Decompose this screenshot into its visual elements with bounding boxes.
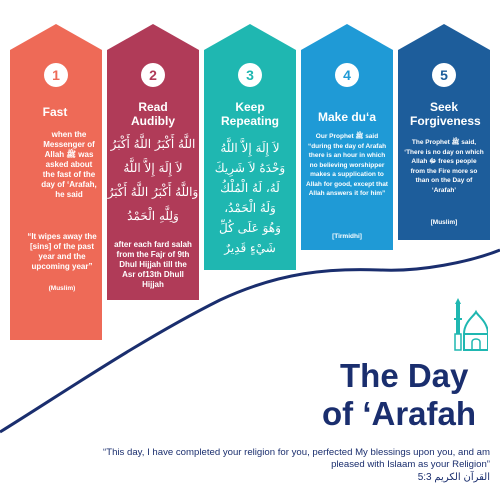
verse-reference: 5:3 القرآن الكريم [417, 472, 490, 483]
step-2-arabic-line-2: لاَ إِلَهَ إِلاَّ اللَّهُ [123, 161, 183, 175]
step-1-column [10, 0, 100, 340]
step-3-arabic-line-2: وَحْدَهُ لاَ شَرِيكَ [214, 161, 286, 175]
step-3-arabic-line-4: وَلَهُ الْحَمْدُ، [224, 201, 276, 215]
step-5-column [398, 0, 488, 240]
step-1-title: Fast [42, 105, 68, 119]
step-1-body: when the Messenger of Allah ﷺ was asked about the fast of the day of ‘Arafah, he said [41, 130, 97, 199]
step-2-title: Read Audibly [131, 100, 175, 128]
mosque-icon [452, 298, 488, 358]
step-4-number: 4 [343, 67, 351, 83]
step-3-title: Keep Repeating [220, 100, 279, 128]
step-2-number: 2 [149, 67, 157, 83]
step-4-body: Our Prophet ﷺ said “during the day of Arafah there is an hour in which no believing worshipper makes a supplication to Allah for good, except that Allah answers it for him” [306, 133, 388, 197]
step-5-number: 5 [440, 67, 448, 83]
step-5-source: [Muslim] [430, 219, 458, 226]
step-3-arabic-line-3: لَهُ، لَهُ الْمُلْكُ [220, 181, 280, 195]
step-4-title: Make du‘a [317, 110, 377, 124]
step-4-column [301, 0, 391, 250]
step-3-column [204, 0, 294, 270]
step-1-number: 1 [52, 67, 60, 83]
step-1-number-badge [44, 63, 68, 87]
step-3-number-badge [238, 63, 262, 87]
title-line-1: The Day [340, 357, 469, 394]
step-1-quote: “It wipes away the [sins] of the past year and the upcoming year” [27, 232, 97, 271]
title-line-2: of ‘Arafah [322, 395, 477, 432]
step-3-arabic-line-5: وَهُوَ عَلَى كُلِّ [219, 221, 281, 235]
step-4-number-badge [335, 63, 359, 87]
step-1-source: (Muslim) [48, 285, 76, 292]
step-3-number: 3 [246, 67, 254, 83]
step-4-arrow-shape [301, 0, 393, 250]
step-2-arabic-line-3: وَاللَّهُ أَكْبَرُ اللَّهُ أَكْبَرُ [107, 185, 199, 199]
step-5-body: The Prophet ﷺ said, ‘There is no day on which Allah ﷻ frees people from the Fire more so than on the Day of ‘Arafah’ [404, 139, 484, 194]
step-2-body: after each fard salah from the Fajr of 9th Dhul Hijjah till the Asr of13th Dhull Hijjah [114, 240, 192, 289]
step-2-arabic-line-4: وَلِلَّهِ الْحَمْدُ [127, 209, 179, 223]
step-2-arabic-line-1: اللَّهُ أَكْبَرُ اللَّهُ أَكْبَرُ [110, 137, 196, 151]
quran-verse: “This day, I have completed your religion for you, perfected My blessings upon you, and am pleased with Islaam as your Religion” [103, 447, 490, 470]
step-2-number-badge [141, 63, 165, 87]
step-2-column [107, 0, 197, 300]
step-5-number-badge [432, 63, 456, 87]
step-5-title: Seek Forgiveness [410, 100, 481, 128]
step-3-arabic-line-1: لاَ إِلَهَ إِلاَّ اللَّهُ [220, 141, 280, 155]
step-4-source: [Tirmidhi] [332, 233, 362, 240]
step-3-arabic-line-6: شَيْءٍ قَدِيرٌ [224, 241, 276, 255]
